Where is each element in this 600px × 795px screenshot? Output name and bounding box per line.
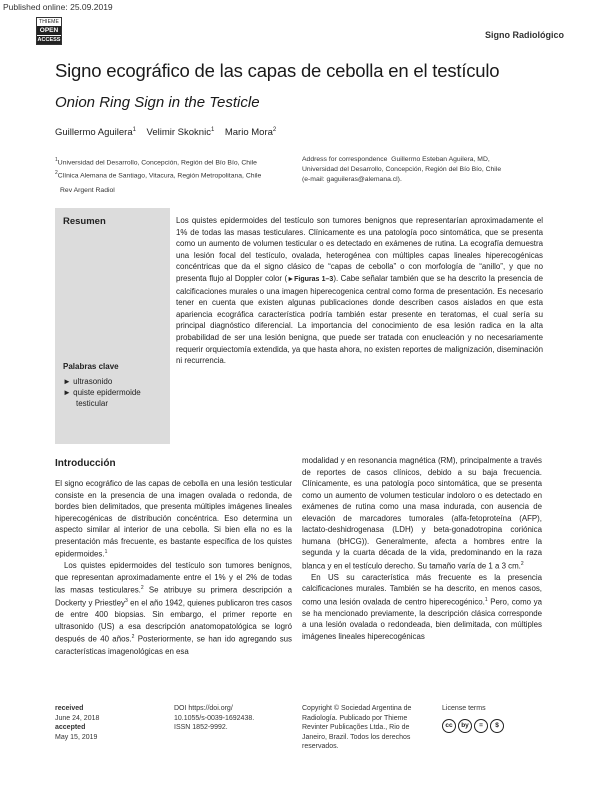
intro-left-column	[55, 478, 292, 657]
citation-ref[interactable]: 3	[124, 598, 128, 605]
author-name[interactable]: Velimir Skoknic	[146, 127, 211, 139]
paragraph-text: Los quistes epidermoides del testículo son tumores benignos, que representan aproximadamente entre el 1% y el 2% de todas las masas testiculares.	[55, 561, 292, 595]
copyright-block	[302, 704, 432, 752]
article-dates	[55, 704, 165, 742]
doi-label: DOI	[174, 705, 187, 712]
keywords-label: Palabras clave	[63, 362, 119, 371]
correspondence-label: Address for correspondence	[302, 156, 388, 163]
copyright-line: reservados.	[302, 743, 339, 751]
license-label: License terms	[442, 705, 486, 712]
no-derivatives-icon: =	[474, 719, 488, 733]
paragraph-text: El signo ecográfico de las capas de cebolla en una lesión testicular consiste en la presencia de una imagen ovalada o redonda, de bordes bien delimitados, que presenta múltiples imágenes lineales hiperecogénicas de distribución concéntrica. Eso determina un aspecto similar al interior de una cebolla. Si bien ella no es la presentación más frecuente, es bastante específica de los quistes epidermoides.	[55, 479, 292, 559]
paragraph-text: modalidad y en resonancia magnética (RM), principalmente a través de reportes de casos clínicos, debido a su baja frecuencia. Clínicamente, es una patología poco sintomática, que se presenta como un aumento de volumen testicular indoloro o es detectado en exámenes de rutina como una masa indurada, con ausencia de elevación de marcadores tumorales (alfa-fetoproteína (AFP), lactato-deshidrogenasa (LDH) y beta-gonadotropina coriónica humana (bHCG)). Generalmente, afecta a hombres entre la segunda y la cuarta década de la vida, predominando en la raza blanca y en el testículo derecho. Su tamaño varía de 1 a 3 cm.	[302, 456, 542, 571]
logo-top-text: THIEME	[38, 19, 60, 25]
attribution-icon: by	[458, 719, 472, 733]
correspondence-address: Universidad del Desarrollo, Concepción, Región del Bío Bío, Chile	[302, 166, 502, 173]
paragraph-text: Posteriormente, se han ido agregando sus características imagenológicas en esa	[55, 635, 292, 656]
copyright-line: Janeiro, Brazil. Todos los derechos	[302, 733, 411, 741]
citation-ref[interactable]: 2	[140, 585, 144, 592]
accepted-date: May 15, 2019	[55, 733, 98, 741]
paragraph-text: en el año 1942, quienes publicaron tres casos de entre 400 biopsias. Sin embargo, el primer reporte en ultrasonido (US) a esa descripción anatomopatológica se logró después de 40 años.	[55, 598, 292, 644]
citation-ref[interactable]: 1	[484, 596, 488, 603]
author-affil-ref: 2	[272, 127, 277, 133]
paragraph-text: Pero, como ya se ha mencionado previamente, la descripción clásica corresponde a una lesión ovalada o redondeada, bien delimitada, con múltiples imágenes lineales hiperecogénicas	[302, 597, 542, 641]
article-title: Signo ecográfico de las capas de cebolla en el testículo	[55, 60, 500, 81]
correspondence-email[interactable]: (e-mail: gaguileras@alemana.cl).	[302, 176, 402, 183]
affiliation-number: 2	[55, 170, 58, 177]
affiliation-number: 1	[55, 157, 58, 163]
article-subtitle: Onion Ring Sign in the Testicle	[55, 94, 260, 111]
author-name[interactable]: Mario Mora	[224, 127, 273, 139]
accepted-label: accepted	[55, 724, 86, 732]
journal-short-name: Rev Argent Radiol	[60, 187, 115, 194]
doi-block	[174, 704, 289, 733]
citation-ref[interactable]: 2	[131, 634, 135, 641]
affiliation-text: Universidad del Desarrollo, Concepción, Región del Bío Bío, Chile	[57, 159, 257, 167]
section-label: Signo Radiológico	[485, 30, 564, 40]
figure-reference-link[interactable]: ►Figuras 1–3	[287, 275, 334, 283]
abstract-label: Resumen	[63, 216, 106, 227]
intro-heading: Introducción	[55, 458, 116, 469]
logo-bottom-text: ACCESS	[37, 37, 61, 43]
author-list	[55, 127, 276, 138]
keywords-list	[63, 376, 167, 409]
paragraph	[55, 478, 292, 560]
copyright-line: Radiología. Publicado por Thieme	[302, 714, 408, 722]
paragraph	[302, 572, 542, 643]
paragraph	[55, 560, 292, 657]
keyword-item[interactable]: ► ultrasonido	[63, 377, 113, 386]
received-date: June 24, 2018	[55, 714, 100, 722]
author-name[interactable]: Guillermo Aguilera	[55, 127, 133, 139]
received-label: received	[55, 705, 84, 712]
creative-commons-icon: cc	[442, 719, 456, 733]
thieme-open-access-logo[interactable]	[36, 17, 62, 45]
paragraph-text: Se atribuye su primera descripción a Dockerty y Priestley	[55, 585, 293, 608]
copyright-line: Revinter Publicações Ltda., Rio de	[302, 724, 410, 732]
cc-license-icons[interactable]	[442, 719, 542, 733]
citation-ref[interactable]: 2	[520, 560, 524, 567]
non-commercial-icon: $	[490, 719, 504, 733]
doi-number[interactable]: 10.1055/s-0039-1692438.	[174, 714, 255, 722]
abstract-text	[176, 215, 543, 367]
correspondence-name: Guillermo Esteban Aguilera, MD,	[391, 156, 490, 163]
published-online-note: Published online: 25.09.2019	[3, 2, 113, 12]
citation-ref[interactable]: 1	[104, 549, 108, 555]
author-affil-ref: 1	[210, 127, 215, 133]
abstract-text-part: ). Cabe señalar también que se ha descrito la presencia de calcificaciones murales o una imagen hiperecogenica central como forma de presentación. Es necesario tener en cuenta que existen algunas publicaciones donde describen casos aislados en que esta apariencia ecográfica característica podría también estar presente en teratomas, el cual sería su principal diagnóstico diferencial. La importancia del conocimiento de esa lesión radica en la alta probabilidad de ser una lesión benigna, que puede ser tratada con enucleación y no necesariamente requerir orquiectomía extendida, ya que hasta ahora, no existen reportes de malignización, diseminación ni recurrencia.	[176, 273, 544, 366]
affiliation-text: Clínica Alemana de Santiago, Vitacura, Región Metropolitana, Chile	[57, 172, 262, 180]
license-block	[442, 704, 542, 733]
keyword-item[interactable]: ► quiste epidermoide	[63, 388, 141, 397]
paragraph	[302, 455, 542, 572]
intro-right-column	[302, 455, 542, 642]
paragraph-text: En US su característica más frecuente es la presencia calcificaciones murales. También se ha descrito, en menos casos, como una lesión ovalada de centro hiperecogénico.	[302, 572, 542, 607]
correspondence-block	[302, 155, 547, 185]
doi-link[interactable]: https://doi.org/	[188, 705, 233, 712]
logo-mid-text: OPEN	[37, 26, 61, 35]
keyword-item[interactable]: testicular	[76, 399, 109, 408]
issn: ISSN 1852-9992.	[174, 724, 228, 732]
abstract-text-part: Los quistes epidermoides del testículo son tumores benignos que representarían aproximadamente el 1% de todas las masas testiculares. Clínicamente es una patología poco sintomática, que se presenta como un aumento de volumen testicular o es detectado en exámenes de rutina. La ecografía demuestra una lesión focal del testículo, ovalada, heterogénea con múltiples capas lineales hiperecogénicas concéntricas que da el signo clásico de “capas de cebolla” o con morfología de “anillo”, y que no presenta flujo al Doppler color (	[176, 216, 543, 283]
author-affil-ref: 1	[132, 127, 136, 133]
copyright-line: Copyright © Sociedad Argentina de	[302, 705, 412, 712]
affiliations	[55, 155, 300, 182]
